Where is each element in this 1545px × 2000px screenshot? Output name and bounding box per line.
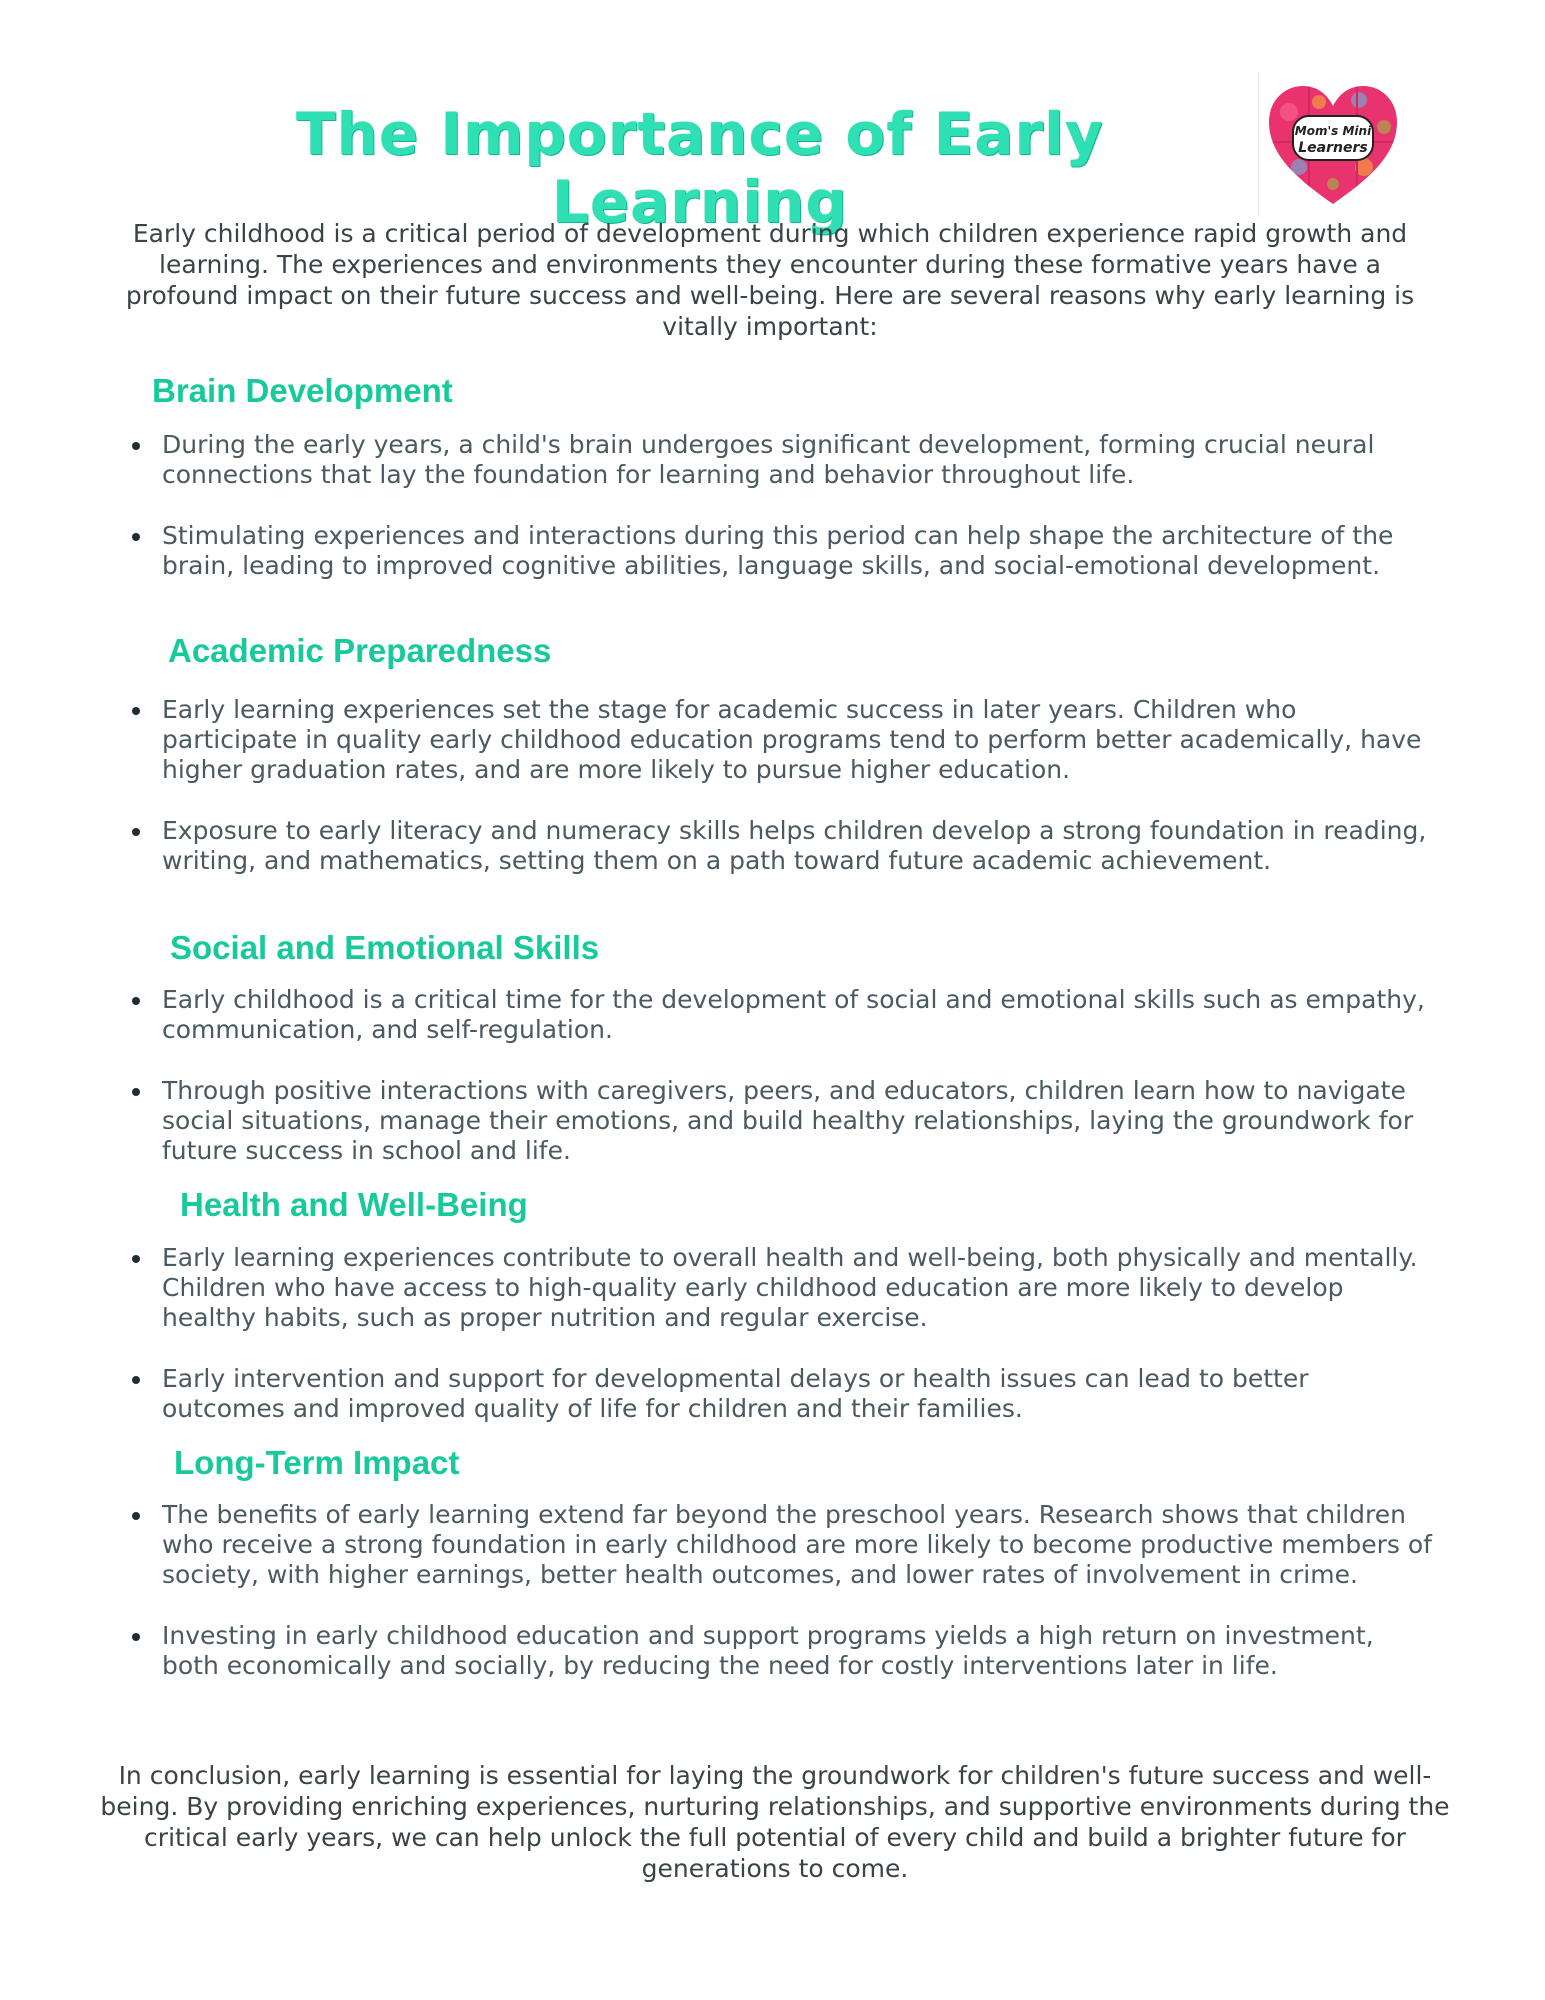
heading-social-emotional-skills: Social and Emotional Skills bbox=[170, 929, 600, 966]
list-item: During the early years, a child's brain undergoes significant development, forming crucial neural connections that lay the foundation for learning and behavior throughout life. bbox=[132, 430, 1432, 490]
intro-paragraph: Early childhood is a critical period of development during which children experience rapid growth and learning. The experiences and environments they encounter during these formative years have a profound impact on their future success and well-being. Here are several reasons why early learning is vitally important: bbox=[125, 219, 1415, 341]
list-item: Exposure to early literacy and numeracy skills helps children develop a strong foundation in reading, writing, and mathematics, setting them on a path toward future academic achievement. bbox=[132, 816, 1432, 876]
heading-long-term-impact: Long-Term Impact bbox=[174, 1444, 460, 1481]
logo-text-line2: Learners bbox=[1298, 140, 1368, 156]
list-item: Early intervention and support for developmental delays or health issues can lead to better outcomes and improved quality of life for children and their families. bbox=[132, 1364, 1432, 1424]
conclusion-paragraph: In conclusion, early learning is essential for laying the groundwork for children's future success and well-being. By providing enriching experiences, nurturing relationships, and supportive environments during the critical early years, we can help unlock the full potential of every child and build a brighter future for generations to come. bbox=[100, 1761, 1450, 1883]
list-item: Early learning experiences set the stage for academic success in later years. Children who participate in quality early childhood education programs tend to perform better academically, have higher graduation rates, and are more likely to pursue higher education. bbox=[132, 695, 1432, 785]
list-item: Stimulating experiences and interactions during this period can help shape the architecture of the brain, leading to improved cognitive abilities, language skills, and social-emotional development. bbox=[132, 521, 1432, 581]
list-item: Early learning experiences contribute to overall health and well-being, both physically and mentally. Children who have access to high-quality early childhood education are more likely to develop healthy habits, such as proper nutrition and regular exercise. bbox=[132, 1243, 1432, 1333]
list-item: Investing in early childhood education and support programs yields a high return on investment, both economically and socially, by reducing the need for costly interventions later in life. bbox=[132, 1621, 1432, 1681]
puzzle-heart-logo bbox=[1258, 72, 1407, 217]
heading-brain-development: Brain Development bbox=[152, 372, 453, 409]
logo-text-line1: Mom's Mini bbox=[1294, 124, 1372, 138]
bullet-list-academic-preparedness bbox=[132, 695, 1432, 907]
heading-health-well-being: Health and Well-Being bbox=[180, 1186, 528, 1223]
heading-academic-preparedness: Academic Preparedness bbox=[168, 632, 552, 669]
list-item: Early childhood is a critical time for the development of social and emotional skills such as empathy, communication, and self-regulation. bbox=[132, 985, 1432, 1045]
bullet-list-long-term-impact bbox=[132, 1500, 1432, 1712]
bullet-list-brain-development bbox=[132, 430, 1432, 612]
page-title: The Importance of Early Learning bbox=[296, 100, 1104, 236]
list-item: The benefits of early learning extend far beyond the preschool years. Research shows that children who receive a strong foundation in early childhood are more likely to become productive members of society, with higher earnings, better health outcomes, and lower rates of involvement in crime. bbox=[132, 1500, 1432, 1590]
bullet-list-social-emotional-skills bbox=[132, 985, 1432, 1197]
bullet-list-health-well-being bbox=[132, 1243, 1432, 1455]
heart-logo-icon bbox=[1259, 72, 1407, 217]
list-item: Through positive interactions with caregivers, peers, and educators, children learn how to navigate social situations, manage their emotions, and build healthy relationships, laying the groundwork for future success in school and life. bbox=[132, 1076, 1432, 1166]
